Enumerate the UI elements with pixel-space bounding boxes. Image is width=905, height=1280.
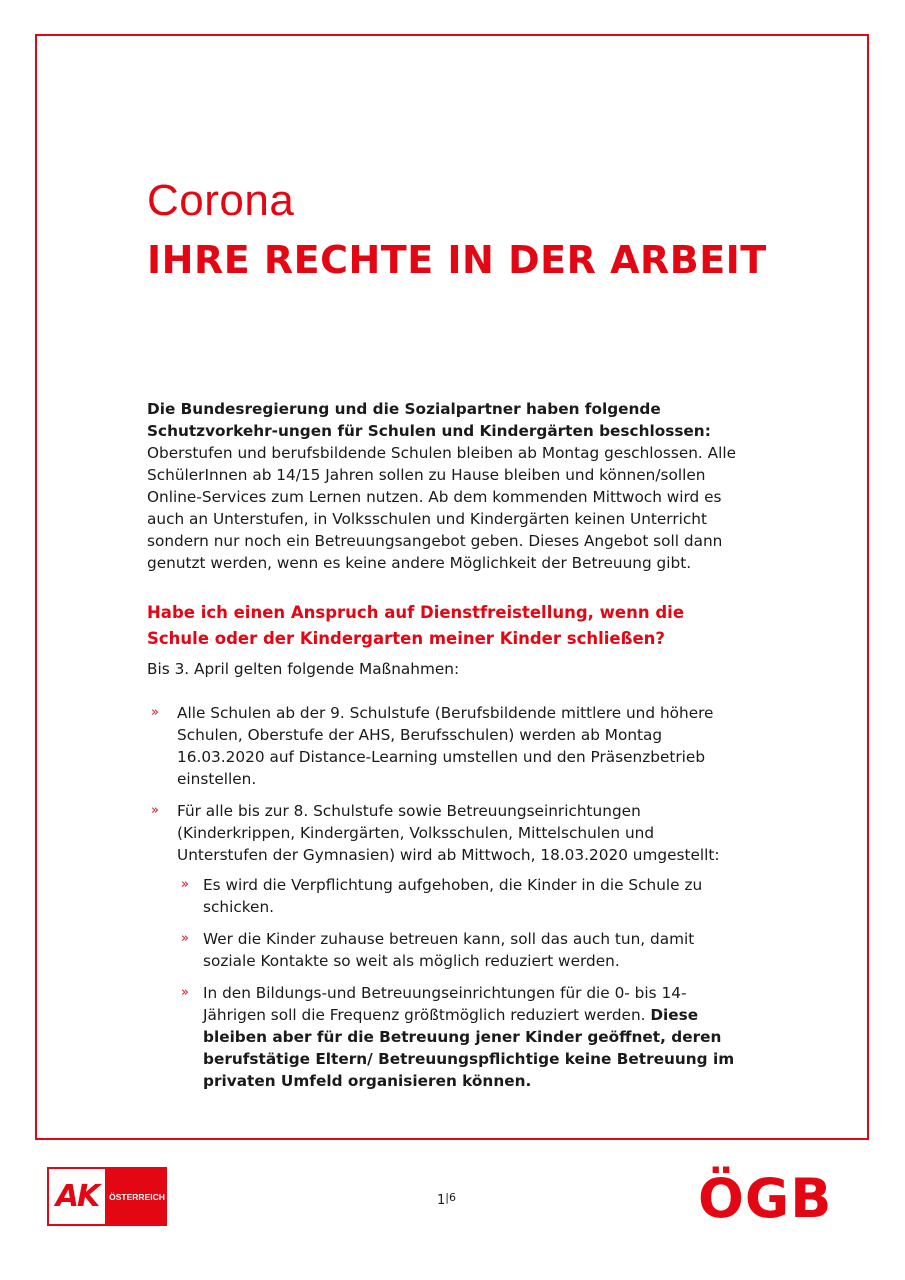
intro-bold-text: Die Bundesregierung und die Sozialpartner haben folgende Schutzvorkehr-ungen für Schulen und Kindergärten beschlossen:	[147, 400, 711, 440]
intro-paragraph	[147, 398, 747, 574]
sublist-item	[177, 982, 747, 1092]
measures-list	[147, 702, 747, 1102]
sublist-item	[177, 928, 747, 972]
list-item-text: Alle Schulen ab der 9. Schulstufe (Berufsbildende mittlere und höhere Schulen, Oberstufe der AHS, Berufsschulen) werden ab Montag 16.03.2020 auf Distance-Learning umstellen und den Präsenzbetrieb einstellen.	[177, 704, 714, 788]
bullet-icon: »	[181, 985, 189, 1000]
bullet-icon: »	[181, 931, 189, 946]
intro-text: Oberstufen und berufsbildende Schulen bleiben ab Montag geschlossen. Alle SchülerInnen ab 14/15 Jahren sollen zu Hause bleiben und können/sollen Online-Services zum Lernen nutzen. Ab dem kommenden Mittwoch wird es auch an Unterstufen, in Volksschulen und Kindergärten keinen Unterricht sondern nur noch ein Betreuungsangebot geben. Dieses Angebot soll dann genutzt werden, wenn es keine andere Möglichkeit der Betreuung gibt.	[147, 444, 737, 572]
sublist-item	[177, 874, 747, 918]
bullet-icon: »	[181, 877, 189, 892]
sublist-item-text: Wer die Kinder zuhause betreuen kann, soll das auch tun, damit soziale Kontakte so weit als möglich reduziert werden.	[203, 930, 695, 970]
measures-lead: Bis 3. April gelten folgende Maßnahmen:	[147, 660, 460, 678]
ogb-logo-text: ÖGB	[698, 1167, 833, 1230]
question-heading: Habe ich einen Anspruch auf Dienstfreistellung, wenn die Schule oder der Kindergarten meiner Kinder schließen?	[147, 603, 685, 648]
page-separator: |	[445, 1191, 449, 1204]
bullet-icon: »	[151, 803, 159, 818]
page-current: 1	[437, 1193, 446, 1208]
ogb-logo	[698, 1166, 858, 1228]
ak-logo-text: ÖSTERREICH	[107, 1167, 167, 1226]
bullet-icon: »	[151, 705, 159, 720]
sublist-item-text: Es wird die Verpflichtung aufgehoben, die Kinder in die Schule zu schicken.	[203, 876, 703, 916]
sublist-item-text: In den Bildungs-und Betreuungseinrichtungen für die 0- bis 14-Jährigen soll die Frequenz größtmöglich reduziert werden.	[203, 984, 687, 1024]
page-title: IHRE RECHTE IN DER ARBEIT	[147, 238, 767, 282]
list-item	[147, 800, 747, 1092]
list-item-text: Für alle bis zur 8. Schulstufe sowie Betreuungseinrichtungen (Kinderkrippen, Kindergärten, Volksschulen, Mittelschulen und Unterstufen der Gymnasien) wird ab Mittwoch, 18.03.2020 umgestellt:	[177, 802, 720, 864]
sublist-item-bold-text: Diese bleiben aber für die Betreuung jener Kinder geöffnet, deren berufstätige Eltern/ Betreuungspflichtige keine Betreuung im privaten Umfeld organisieren können.	[203, 1006, 735, 1090]
ak-logo	[47, 1167, 167, 1226]
page-total: 6	[449, 1191, 456, 1204]
ak-logo-mark: AK	[47, 1167, 107, 1226]
list-item	[147, 702, 747, 790]
page-number	[437, 1193, 456, 1208]
title-corona: Corona	[147, 176, 295, 225]
measures-sublist	[177, 874, 747, 1092]
